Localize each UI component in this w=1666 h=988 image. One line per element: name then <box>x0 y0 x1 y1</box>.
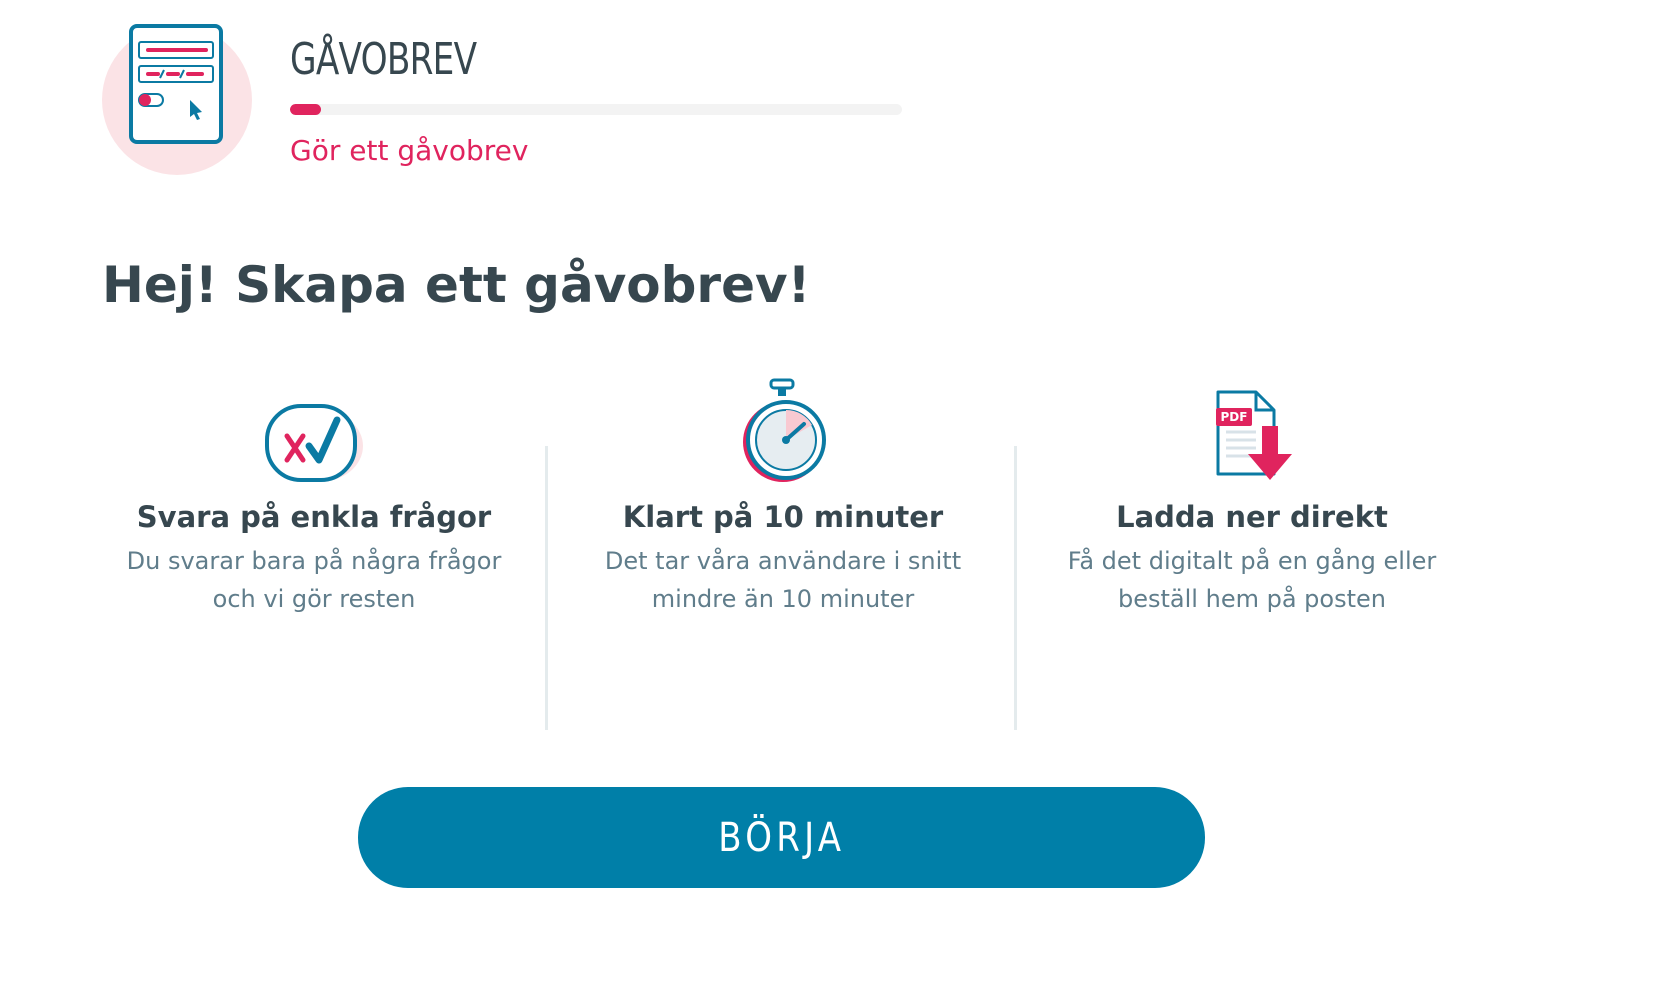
features-row <box>80 370 1486 730</box>
column-divider <box>545 446 548 730</box>
pdf-badge: PDF <box>1220 410 1248 424</box>
checklist-icon <box>80 370 548 488</box>
feature-description: Du svarar bara på några frågor och vi gör resten <box>126 547 502 613</box>
start-button[interactable] <box>358 787 1205 888</box>
start-button-label: BÖRJA <box>717 814 846 861</box>
feature-title: Svara på enkla frågor <box>136 500 492 534</box>
progress-bar <box>290 104 902 115</box>
feature-title: Klart på 10 minuter <box>622 500 944 534</box>
progress-bar-fill <box>290 104 321 115</box>
pdf-download-icon <box>1018 370 1486 488</box>
feature-title: Ladda ner direkt <box>1116 500 1388 534</box>
column-divider <box>1014 446 1017 730</box>
feature-description: Få det digitalt på en gång eller beställ hem på posten <box>1067 547 1437 613</box>
page-title: GÅVOBREV <box>290 34 477 85</box>
page-subtitle: Gör ett gåvobrev <box>290 134 529 167</box>
feature-description: Det tar våra användare i snitt mindre än 10 minuter <box>604 547 962 613</box>
feature-download <box>1018 370 1486 618</box>
feature-simple-questions <box>80 370 548 618</box>
form-document-icon <box>102 20 262 180</box>
stopwatch-icon <box>549 370 1017 488</box>
welcome-headline: Hej! Skapa ett gåvobrev! <box>102 256 811 314</box>
feature-ten-minutes <box>549 370 1017 618</box>
